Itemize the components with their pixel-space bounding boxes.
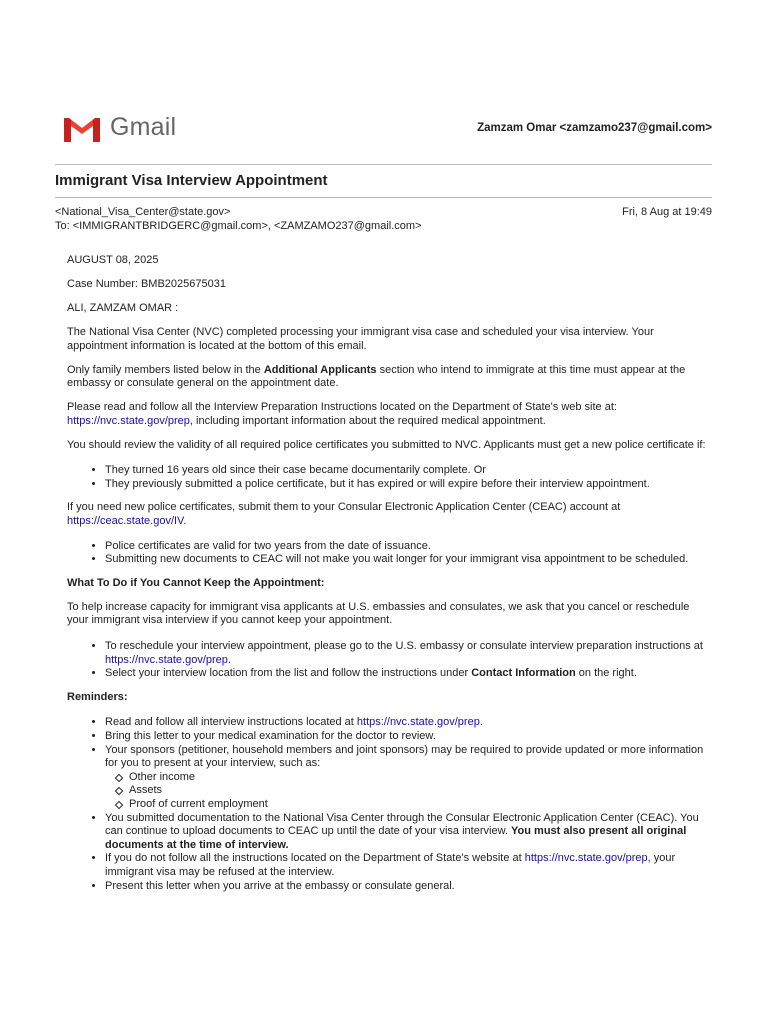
contact-information-label: Contact Information [471, 667, 576, 680]
gmail-wordmark: Gmail [110, 113, 177, 141]
addressee: ALI, ZAMZAM OMAR : [67, 301, 179, 314]
list-item: • Present this letter when you arrive at the embassy or consulate general. [105, 880, 707, 894]
case-number: Case Number: BMB2025675031 [67, 277, 226, 290]
account-owner: Zamzam Omar <zamzamo237@gmail.com> [477, 122, 712, 134]
police-list [67, 464, 707, 491]
recipients: To: <IMMIGRANTBRIDGERC@gmail.com>, <ZAMZAMO237@gmail.com> [55, 219, 422, 232]
nvc-prep-link[interactable]: https://nvc.state.gov/prep [524, 852, 648, 865]
cannot-keep-paragraph: To help increase capacity for immigrant visa applicants at U.S. embassies and consulates, we ask that you cancel or reschedule your immigrant visa interview if you cannot keep your appointment. [67, 600, 690, 627]
list-item: • They turned 16 years old since their case became documentarily complete. Or [105, 464, 707, 478]
additional-applicants-label: Additional Applicants [263, 363, 377, 376]
ceac-link[interactable]: https://ceac.state.gov/IV [67, 515, 184, 528]
intro-paragraph: The National Visa Center (NVC) completed processing your immigrant visa case and scheduled your visa interview. Your appointment information is located at the bottom of this email. [67, 325, 654, 352]
police-intro: You should review the validity of all required police certificates you submitted to NVC. Applicants must get a new police certificate if: [67, 438, 706, 451]
gmail-header [55, 112, 712, 148]
gmail-envelope-icon [62, 114, 102, 144]
reschedule-list [67, 640, 707, 681]
nvc-prep-link[interactable]: https://nvc.state.gov/prep [105, 653, 228, 666]
ceac-paragraph: If you need new police certificates, submit them to your Consular Electronic Application Center (CEAC) account at https://ceac.state.gov/IV. [67, 501, 621, 528]
nvc-prep-link[interactable]: https://nvc.state.gov/prep [67, 414, 190, 427]
list-item: • Police certificates are valid for two years from the date of issuance. [105, 540, 707, 554]
list-item: Other income [129, 771, 707, 785]
sender-address: <National_Visa_Center@state.gov> [55, 206, 231, 218]
family-paragraph: Only family members listed below in the Additional Applicants section who intend to immigrate at this time must appear at the embassy or consulate general on the appointment date. [67, 363, 686, 390]
list-item: • Select your interview location from the list and follow the instructions under Contact Information on the right. [105, 667, 707, 681]
list-item: • You submitted documentation to the National Visa Center through the Consular Electronic Application Center (CEAC). You can continue to upload documents to CEAC up until the date of your visa interview. You must also present all original documents at the time of interview. [105, 812, 707, 853]
read-instructions-paragraph: Please read and follow all the Interview Preparation Instructions located on the Department of State's web site at: https://nvc.state.gov/prep, including important information about the required medical appointment. [67, 401, 617, 427]
list-item: • Your sponsors (petitioner, household members and joint sponsors) may be required to provide updated or more information for you to present at your interview, such as: Other income Assets Proof of current employment [105, 744, 707, 812]
reminders-heading: Reminders: [67, 690, 128, 703]
list-item: • To reschedule your interview appointment, please go to the U.S. embassy or consulate interview preparation instructions at https://nvc.state.gov/prep. [105, 640, 707, 667]
list-item: Proof of current employment [129, 798, 707, 812]
cannot-keep-heading: What To Do if You Cannot Keep the Appointment: [67, 576, 325, 589]
divider-bottom [55, 197, 712, 198]
email-subject: Immigrant Visa Interview Appointment [55, 172, 328, 189]
list-item: Assets [129, 784, 707, 798]
nvc-prep-link[interactable]: https://nvc.state.gov/prep [356, 716, 480, 729]
sponsor-docs-list [105, 771, 707, 812]
list-item: • They previously submitted a police certificate, but it has expired or will expire before their interview appointment. [105, 478, 707, 492]
list-item: • If you do not follow all the instructions located on the Department of State's website at https://nvc.state.gov/prep, your immigrant visa may be refused at the interview. [105, 852, 707, 879]
list-item: • Bring this letter to your medical examination for the doctor to review. [105, 730, 707, 744]
list-item: • Submitting new documents to CEAC will not make you wait longer for your immigrant visa appointment to be scheduled. [105, 553, 707, 567]
email-body [67, 254, 707, 903]
originals-notice: You must also present all original documents at the time of interview. [105, 825, 687, 851]
email-meta [55, 206, 712, 233]
list-item: • Read and follow all interview instructions located at https://nvc.state.gov/prep. [105, 716, 707, 730]
reminders-list [67, 716, 707, 893]
divider-top [55, 164, 712, 165]
validity-list [67, 540, 707, 567]
sent-date: Fri, 8 Aug at 19:49 [622, 206, 712, 218]
letter-date: AUGUST 08, 2025 [67, 254, 159, 266]
